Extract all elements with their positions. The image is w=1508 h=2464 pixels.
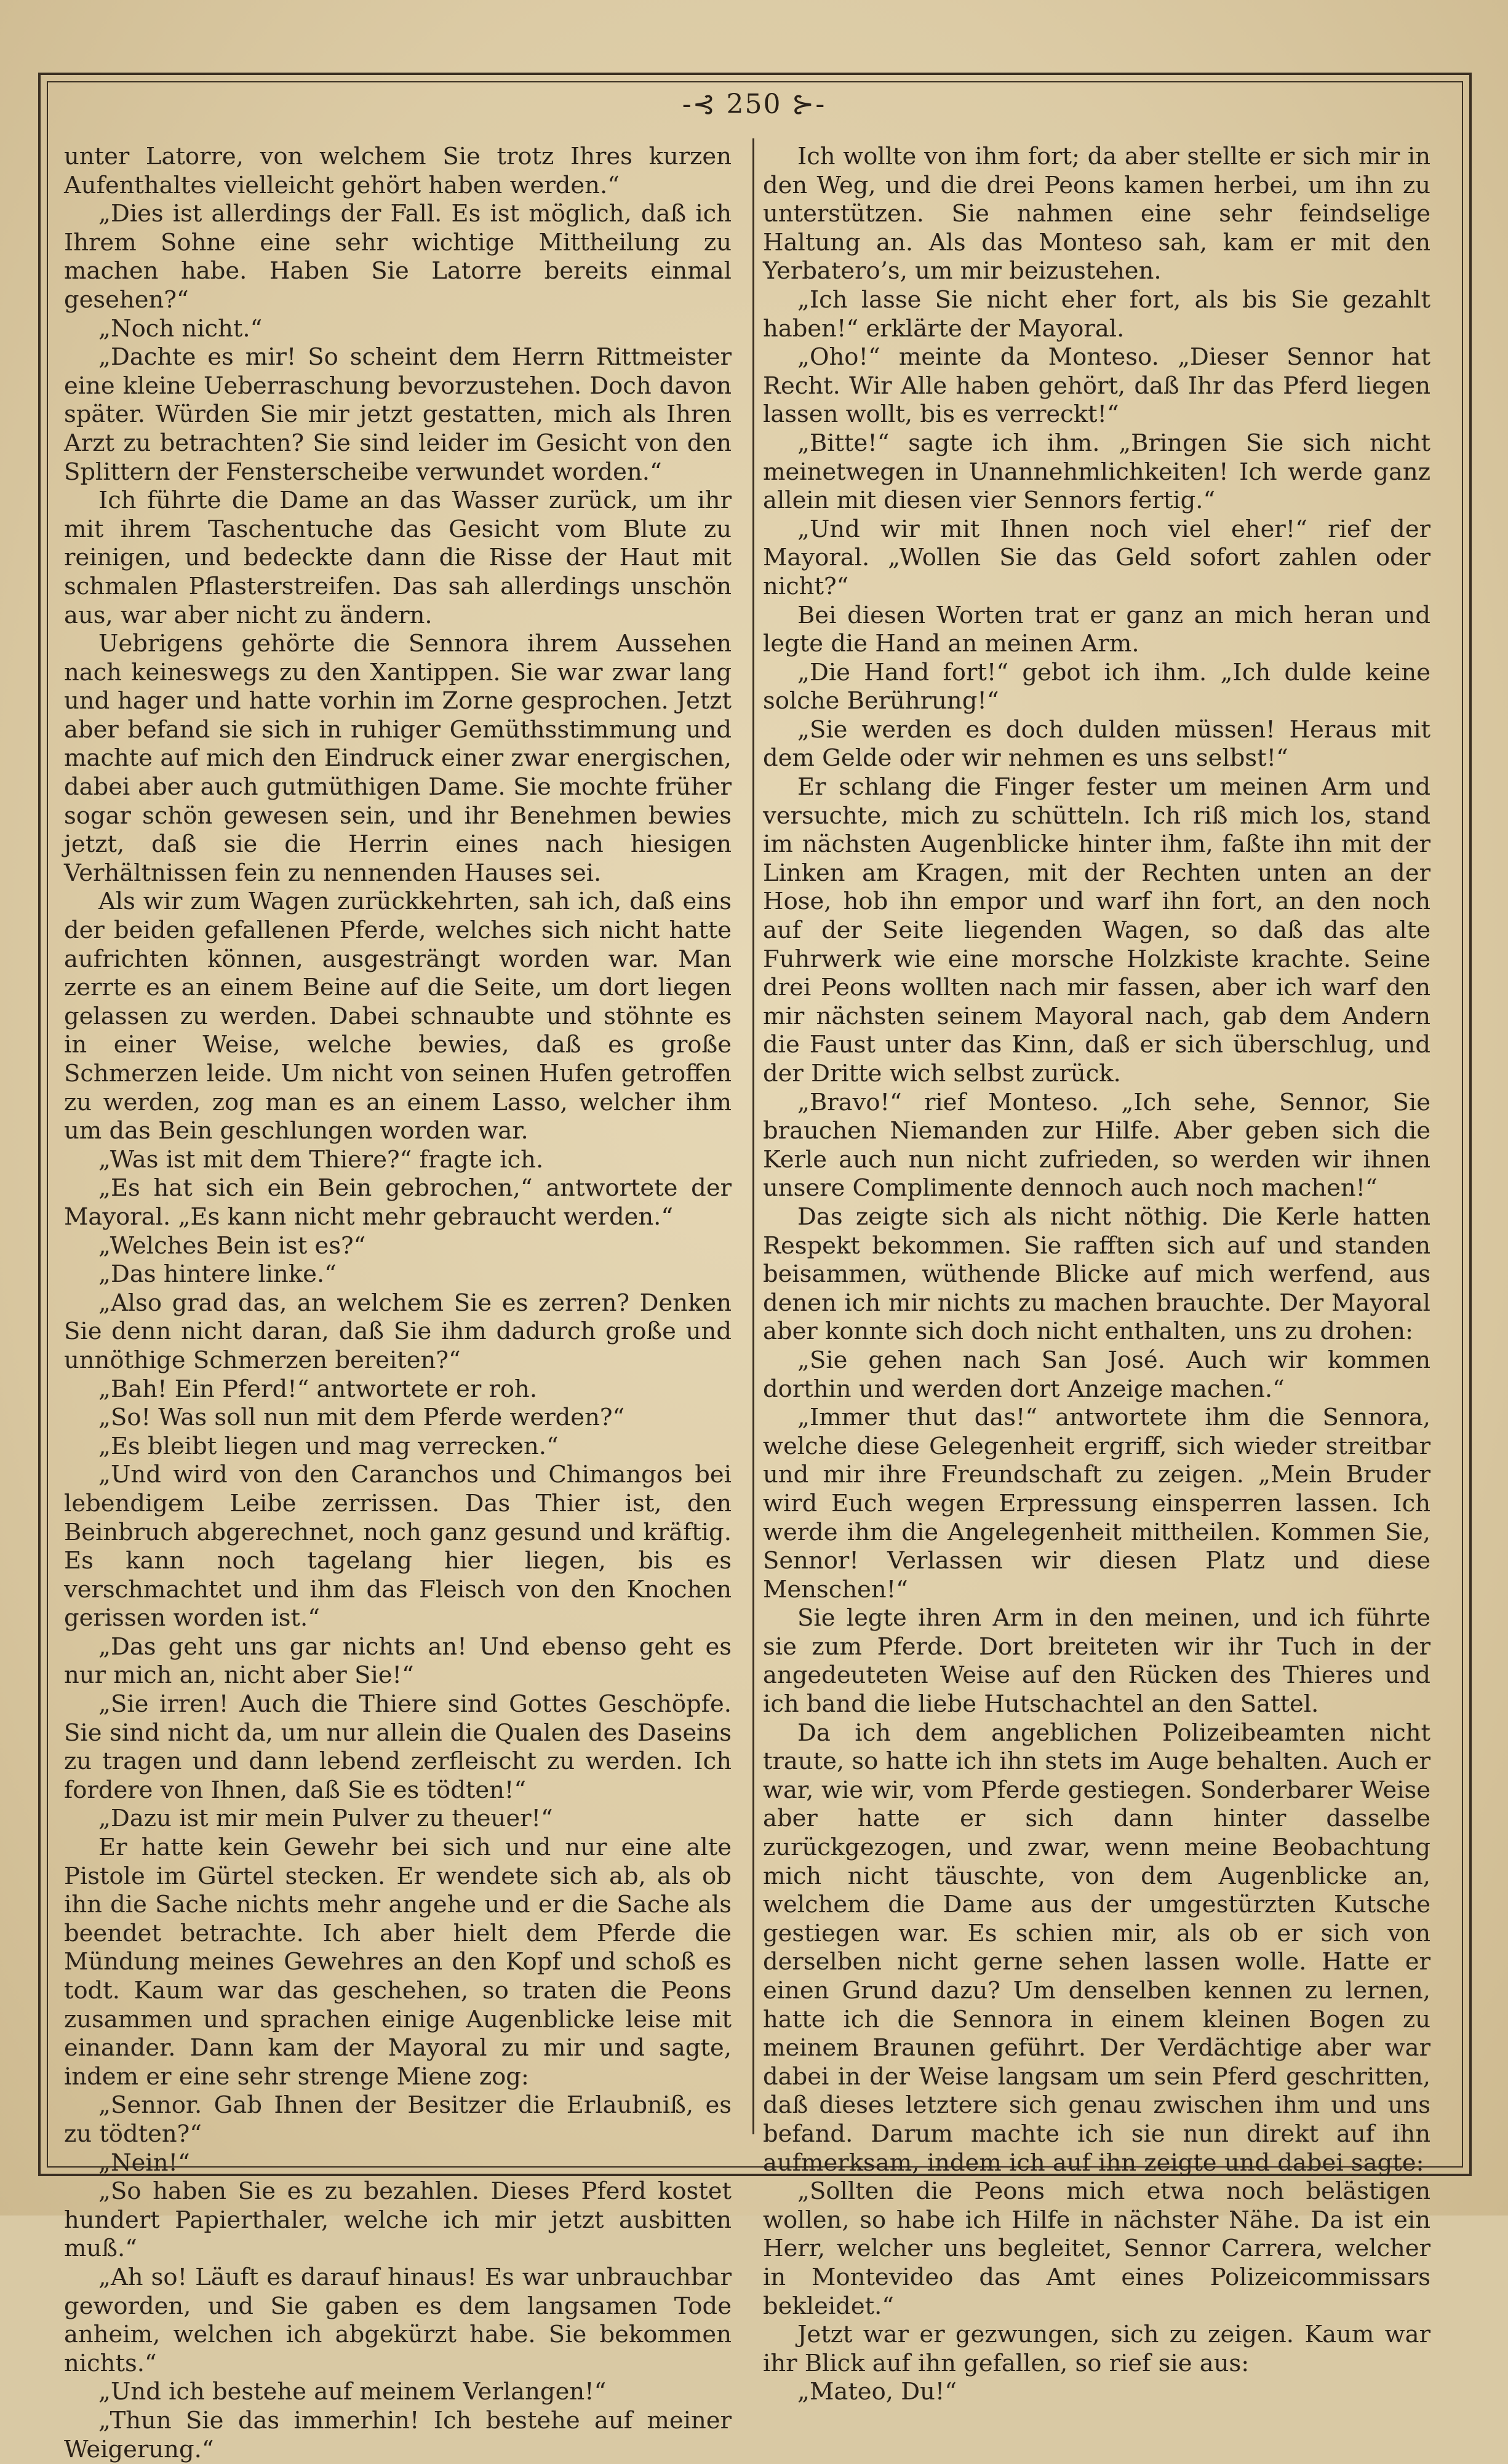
column-divider xyxy=(752,138,754,2134)
paragraph: „Sollten die Peons mich etwa noch belästigen wollen, so habe ich Hilfe in nächster Nähe. Da ist ein Herr, welcher uns begleitet, Sennor Carrera, welcher in Montevideo das Amt eines Polizeicommissars bekleidet.“ xyxy=(763,2177,1430,2320)
paragraph: „Das hintere linke.“ xyxy=(98,1260,337,1289)
paragraph: Als wir zum Wagen zurückkehrten, sah ich, daß eins der beiden gefallenen Pferde, welches sich nicht hatte aufrichten können, ausgesträngt worden war. Man zerrte es an einem Beine auf die Seite, um dort liegen gelassen zu werden. Dabei schnaubte und stöhnte es in einer Weise, welche bewies, daß es große Schmerzen leide. Um nicht von seinen Hufen getroffen zu werden, zog man es an einem Lasso, welcher ihm um das Bein geschlungen worden war. xyxy=(64,888,732,1145)
paragraph: Sie legte ihren Arm in den meinen, und ich führte sie zum Pferde. Dort breiteten wir ihr Tuch in der angedeuteten Weise auf den Rücken des Thieres und ich band die liebe Hutschachtel an den Sattel. xyxy=(763,1604,1430,1719)
paragraph: Bei diesen Worten trat er ganz an mich heran und legte die Hand an meinen Arm. xyxy=(763,601,1430,658)
left-column xyxy=(64,143,732,2463)
paragraph: „Ah so! Läuft es darauf hinaus! Es war unbrauchbar geworden, und Sie gaben es dem langsamen Tode anheim, welchen ich abgekürzt habe. Sie bekommen nichts.“ xyxy=(64,2263,732,2377)
paragraph: unter Latorre, von welchem Sie trotz Ihres kurzen Aufenthaltes vielleicht gehört haben werden.“ xyxy=(64,143,732,199)
paragraph: „Dazu ist mir mein Pulver zu theuer!“ xyxy=(98,1805,553,1833)
paragraph: „Und wir mit Ihnen noch viel eher!“ rief der Mayoral. „Wollen Sie das Geld sofort zahlen oder nicht?“ xyxy=(763,515,1430,600)
paragraph: Jetzt war er gezwungen, sich zu zeigen. Kaum war ihr Blick auf ihn gefallen, so rief sie aus: xyxy=(763,2321,1430,2377)
paragraph: Das zeigte sich als nicht nöthig. Die Kerle hatten Respekt bekommen. Sie rafften sich auf und standen beisammen, wüthende Blicke auf mich werfend, aus denen ich mir nichts zu machen brauchte. Der Mayoral aber konnte sich doch nicht enthalten, uns zu drohen: xyxy=(763,1202,1430,1346)
paragraph: „Und ich bestehe auf meinem Verlangen!“ xyxy=(98,2378,607,2406)
paragraph: „Dachte es mir! So scheint dem Herrn Rittmeister eine kleine Ueberraschung bevorzustehen. Doch davon später. Würden Sie mir jetzt gestatten, mich als Ihren Arzt zu betrachten? Sie sind leider im Gesicht von den Splittern der Fensterscheibe verwundet worden.“ xyxy=(64,343,732,486)
page-number: -⊰ 250 ⊱- xyxy=(682,89,826,120)
paragraph: Ich wollte von ihm fort; da aber stellte er sich mir in den Weg, und die drei Peons kamen herbei, um ihn zu unterstützen. Sie nahmen eine sehr feindselige Haltung an. Als das Monteso sah, kam er mit den Yerbatero’s, um mir beizustehen. xyxy=(763,143,1430,285)
paragraph: „Was ist mit dem Thiere?“ fragte ich. xyxy=(98,1145,544,1174)
paragraph: „Also grad das, an welchem Sie es zerren? Denken Sie denn nicht daran, daß Sie ihm dadurch große und unnöthige Schmerzen bereiten?“ xyxy=(64,1289,732,1374)
paragraph: „Es hat sich ein Bein gebrochen,“ antwortete der Mayoral. „Es kann nicht mehr gebraucht werden.“ xyxy=(64,1174,732,1231)
paragraph: „Sie gehen nach San José. Auch wir kommen dorthin und werden dort Anzeige machen.“ xyxy=(763,1346,1430,1403)
paragraph: „So! Was soll nun mit dem Pferde werden?“ xyxy=(98,1404,625,1432)
paragraph: „Welches Bein ist es?“ xyxy=(98,1231,366,1260)
paragraph: „Sennor. Gab Ihnen der Besitzer die Erlaubniß, es zu tödten?“ xyxy=(64,2091,732,2148)
paragraph: „Bravo!“ rief Monteso. „Ich sehe, Sennor, Sie brauchen Niemanden zur Hilfe. Aber geben sich die Kerle auch nun nicht zufrieden, so werden wir ihnen unsere Complimente dennoch auch noch machen!“ xyxy=(763,1088,1430,1202)
paragraph: „Thun Sie das immerhin! Ich bestehe auf meiner Weigerung.“ xyxy=(64,2406,732,2463)
paragraph: „Bah! Ein Pferd!“ antwortete er roh. xyxy=(98,1375,538,1403)
paragraph: „Das geht uns gar nichts an! Und ebenso geht es nur mich an, nicht aber Sie!“ xyxy=(64,1632,732,1690)
paragraph: „Immer thut das!“ antwortete ihm die Sennora, welche diese Gelegenheit ergriff, sich wieder streitbar und mir ihre Freundschaft zu zeigen. „Mein Bruder wird Euch wegen Erpressung einsperren lassen. Ich werde ihm die Angelegenheit mittheilen. Kommen Sie, Sennor! Verlassen wir diesen Platz und diese Menschen!“ xyxy=(763,1404,1430,1604)
paragraph: „Nein!“ xyxy=(98,2148,190,2177)
paragraph: „Es bleibt liegen und mag verrecken.“ xyxy=(98,1432,559,1460)
paragraph: „Sie irren! Auch die Thiere sind Gottes Geschöpfe. Sie sind nicht da, um nur allein die Qualen des Daseins zu tragen und dann lebend zerfleischt zu werden. Ich fordere von Ihnen, daß Sie es tödten!“ xyxy=(64,1690,732,1804)
paragraph: „Sie werden es doch dulden müssen! Heraus mit dem Gelde oder wir nehmen es uns selbst!“ xyxy=(763,715,1430,773)
paragraph: „Ich lasse Sie nicht eher fort, als bis Sie gezahlt haben!“ erklärte der Mayoral. xyxy=(763,285,1430,343)
paragraph: „So haben Sie es zu bezahlen. Dieses Pferd kostet hundert Papierthaler, welche ich mir jetzt ausbitten muß.“ xyxy=(64,2177,732,2263)
paragraph: „Dies ist allerdings der Fall. Es ist möglich, daß ich Ihrem Sohne eine sehr wichtige Mittheilung zu machen habe. Haben Sie Latorre bereits einmal gesehen?“ xyxy=(64,200,732,314)
paragraph: „Oho!“ meinte da Monteso. „Dieser Sennor hat Recht. Wir Alle haben gehört, daß Ihr das Pferd liegen lassen wollt, bis es verreckt!“ xyxy=(763,343,1430,429)
paragraph: „Bitte!“ sagte ich ihm. „Bringen Sie sich nicht meinetwegen in Unannehmlichkeiten! Ich werde ganz allein mit diesen vier Sennors fertig.“ xyxy=(763,429,1430,515)
paragraph: „Mateo, Du!“ xyxy=(797,2378,957,2406)
right-column xyxy=(763,143,1430,2406)
paragraph: „Die Hand fort!“ gebot ich ihm. „Ich dulde keine solche Berührung!“ xyxy=(763,658,1430,715)
paragraph: Er schlang die Finger fester um meinen Arm und versuchte, mich zu schütteln. Ich riß mich los, stand im nächsten Augenblicke hinter ihm, faßte ihn mit der Linken am Kragen, mit der Rechten unten an der Hose, hob ihn empor und warf ihn fort, an den noch auf der Seite liegenden Wagen, so daß das alte Fuhrwerk wie eine morsche Holzkiste krachte. Seine drei Peons wollten nach mir fassen, aber ich warf den mir nächsten seinem Mayoral nach, gab dem Andern die Faust unter das Kinn, daß er sich überschlug, und der Dritte wich selbst zurück. xyxy=(763,773,1430,1087)
paragraph: Er hatte kein Gewehr bei sich und nur eine alte Pistole im Gürtel stecken. Er wendete sich ab, als ob ihn die Sache nichts mehr angehe und er die Sache als beendet betrachte. Ich aber hielt dem Pferde die Mündung meines Gewehres an den Kopf und schoß es todt. Kaum war das geschehen, so traten die Peons zusammen und sprachen einige Augenblicke leise mit einander. Dann kam der Mayoral zu mir und sagte, indem er eine sehr strenge Miene zog: xyxy=(64,1834,732,2091)
paragraph: Uebrigens gehörte die Sennora ihrem Aussehen nach keineswegs zu den Xantippen. Sie war zwar lang und hager und hatte vorhin im Zorne gesprochen. Jetzt aber befand sie sich in ruhiger Gemüthsstimmung und machte auf mich den Eindruck einer zwar energischen, dabei aber auch gutmüthigen Dame. Sie mochte früher sogar schön gewesen sein, und ihr Benehmen bewies jetzt, daß sie die Herrin eines nach hiesigen Verhältnissen fein zu nennenden Hauses sei. xyxy=(64,630,732,887)
paragraph: Ich führte die Dame an das Wasser zurück, um ihr mit ihrem Taschentuche das Gesicht vom Blute zu reinigen, und bedeckte dann die Risse der Haut mit schmalen Pflasterstreifen. Das sah allerdings unschön aus, war aber nicht zu ändern. xyxy=(64,487,732,629)
paragraph: Da ich dem angeblichen Polizeibeamten nicht traute, so hatte ich ihn stets im Auge behalten. Auch er war, wie wir, vom Pferde gestiegen. Sonderbarer Weise aber hatte er sich dann hinter dasselbe zurückgezogen, und zwar, wenn meine Beobachtung mich nicht täuschte, von dem Augenblicke an, welchem die Dame aus der umgestürzten Kutsche gestiegen war. Es schien mir, als ob er sich von derselben nicht gerne sehen lassen wolle. Hatte er einen Grund dazu? Um denselben kennen zu lernen, hatte ich die Sennora in einem kleinen Bogen zu meinem Braunen geführt. Der Verdächtige aber war dabei in der Weise langsam um sein Pferd geschritten, daß dieses letztere sich genau zwischen ihm und uns befand. Darum machte ich sie nun direkt auf ihn aufmerksam, indem ich auf ihn zeigte und dabei sagte: xyxy=(763,1719,1430,2177)
paragraph: „Noch nicht.“ xyxy=(98,314,263,343)
paragraph: „Und wird von den Caranchos und Chimangos bei lebendigem Leibe zerrissen. Das Thier ist, den Beinbruch abgerechnet, noch ganz gesund und kräftig. Es kann noch tagelang hier liegen, bis es verschmachtet und ihm das Fleisch von den Knochen gerissen worden ist.“ xyxy=(64,1461,732,1632)
